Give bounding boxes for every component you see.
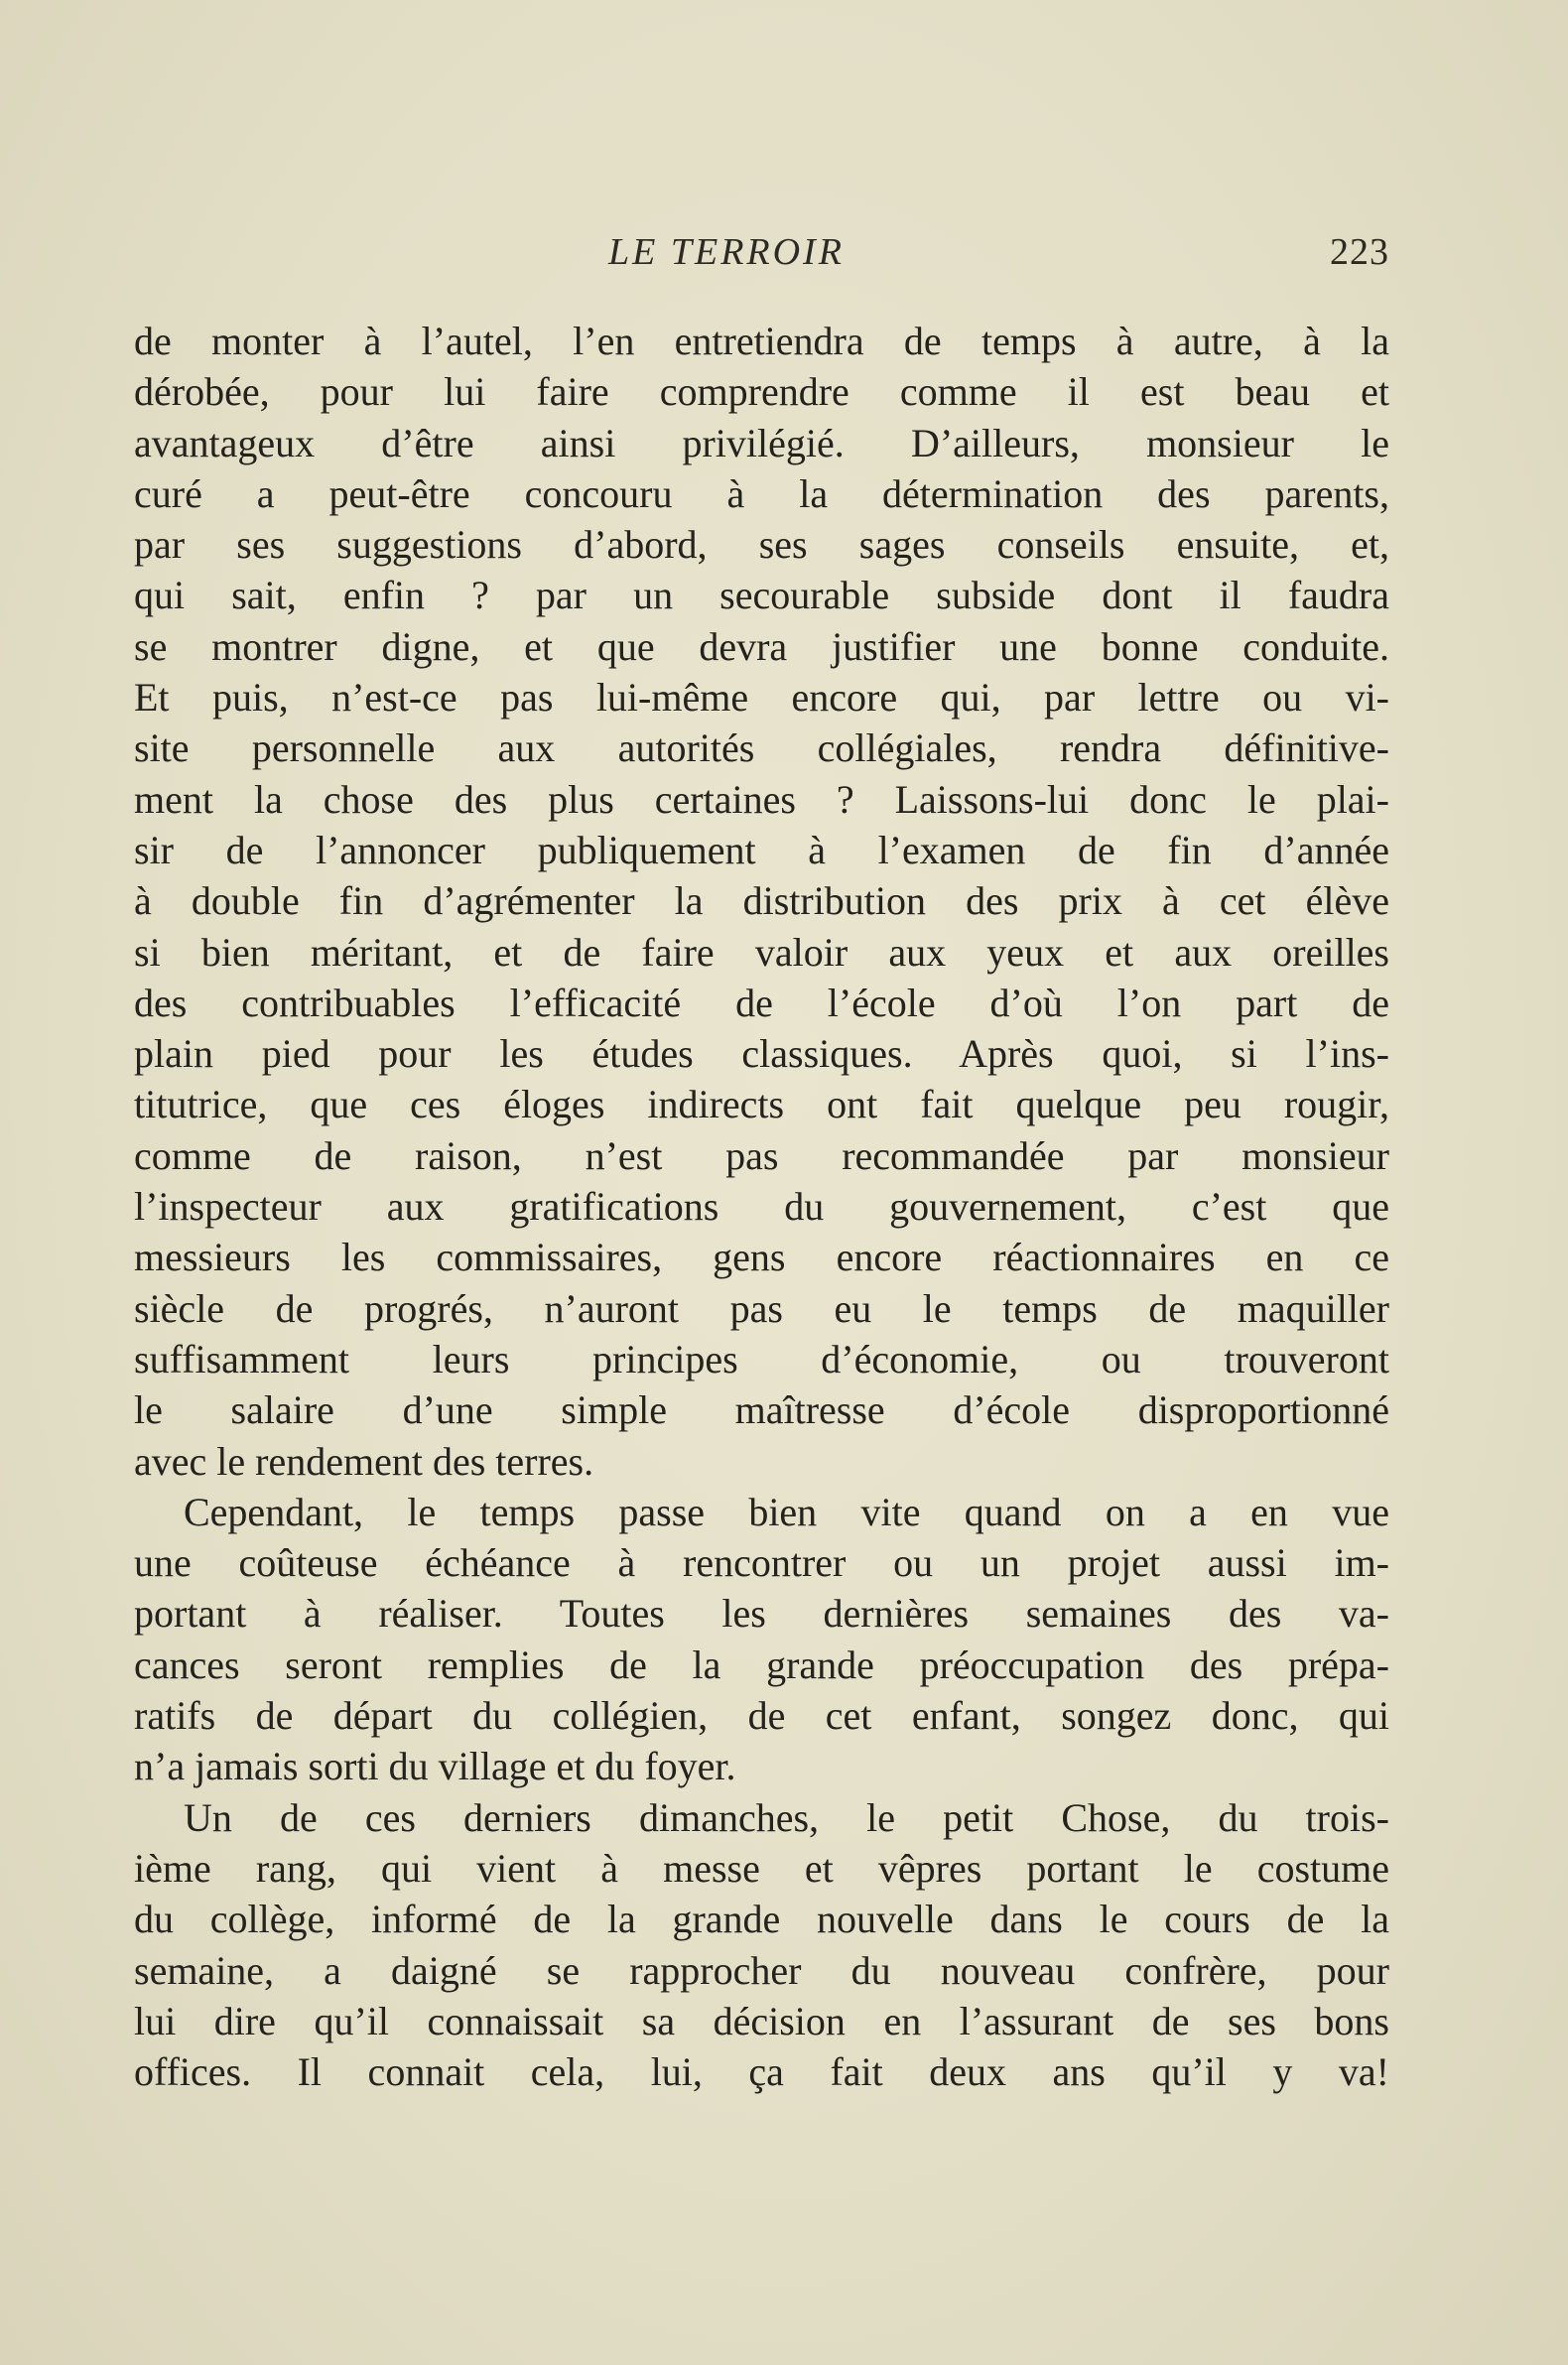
text-line: dérobée, pour lui faire comprendre comme il est beau et [134, 369, 1389, 415]
text-line: ment la chose des plus certaines ? Laissons-lui donc le plai- [134, 776, 1389, 822]
text-line: titutrice, que ces éloges indirects ont fait quelque peu rougir, [134, 1082, 1389, 1127]
text-line: Cependant, le temps passe bien vite quand on a en vue [184, 1489, 1389, 1534]
text-line: comme de raison, n’est pas recommandée par monsieur [134, 1132, 1389, 1178]
text-line: si bien méritant, et de faire valoir aux yeux et aux oreilles [134, 929, 1389, 975]
text-line: une coûteuse échéance à rencontrer ou un projet aussi im- [134, 1540, 1389, 1586]
text-line: par ses suggestions d’abord, ses sages conseils ensuite, et, [134, 522, 1389, 568]
text-line: cances seront remplies de la grande préoccupation des prépa- [134, 1642, 1389, 1687]
text-line: du collège, informé de la grande nouvelle dans le cours de la [134, 1897, 1389, 1942]
text-line: Un de ces derniers dimanches, le petit Chose, du trois- [184, 1794, 1389, 1840]
text-line: lui dire qu’il connaissait sa décision en l’assurant de ses bons [134, 1998, 1389, 2043]
text-line: avec le rendement des terres. [134, 1438, 594, 1484]
page-header [134, 230, 1389, 280]
text-line: n’a jamais sorti du village et du foyer. [134, 1744, 736, 1789]
text-line: ième rang, qui vient à messe et vêpres portant le costume [134, 1845, 1389, 1891]
running-title: LE TERROIR [608, 231, 845, 273]
text-line: avantageux d’être ainsi privilégié. D’ailleurs, monsieur le [134, 420, 1389, 465]
text-line: des contribuables l’efficacité de l’école d’où l’on part de [134, 980, 1389, 1025]
text-line: se montrer digne, et que devra justifier une bonne conduite. [134, 623, 1389, 669]
text-line: site personnelle aux autorités collégiales, rendra définitive- [134, 725, 1389, 771]
text-line: offices. Il connait cela, lui, ça fait deux ans qu’il y va! [134, 2049, 1389, 2095]
text-line: suffisamment leurs principes d’économie, ou trouveront [134, 1336, 1389, 1381]
text-line: à double fin d’agrémenter la distribution des prix à cet élève [134, 878, 1389, 924]
text-line: de monter à l’autel, l’en entretiendra de temps à autre, à la [134, 319, 1389, 363]
text-line: Et puis, n’est-ce pas lui-même encore qui, par lettre ou vi- [134, 675, 1389, 721]
text-line: qui sait, enfin ? par un secourable subside dont il faudra [134, 573, 1389, 618]
page-number: 223 [1330, 231, 1389, 273]
text-line: l’inspecteur aux gratifications du gouvernement, c’est que [134, 1184, 1389, 1230]
body-text [134, 316, 1389, 2097]
text-line: siècle de progrés, n’auront pas eu le temps de maquiller [134, 1285, 1389, 1331]
text-line: portant à réaliser. Toutes les dernières semaines des va- [134, 1591, 1389, 1637]
text-line: le salaire d’une simple maîtresse d’école disproportionné [134, 1387, 1389, 1433]
text-line: curé a peut-être concouru à la détermination des parents, [134, 470, 1389, 516]
text-line: plain pied pour les études classiques. Après quoi, si l’ins- [134, 1031, 1389, 1077]
text-line: sir de l’annoncer publiquement à l’examen de fin d’année [134, 827, 1389, 872]
text-line: messieurs les commissaires, gens encore réactionnaires en ce [134, 1235, 1389, 1280]
text-line: ratifs de départ du collégien, de cet enfant, songez donc, qui [134, 1693, 1389, 1739]
text-line: semaine, a daigné se rapprocher du nouveau confrère, pour [134, 1947, 1389, 1993]
